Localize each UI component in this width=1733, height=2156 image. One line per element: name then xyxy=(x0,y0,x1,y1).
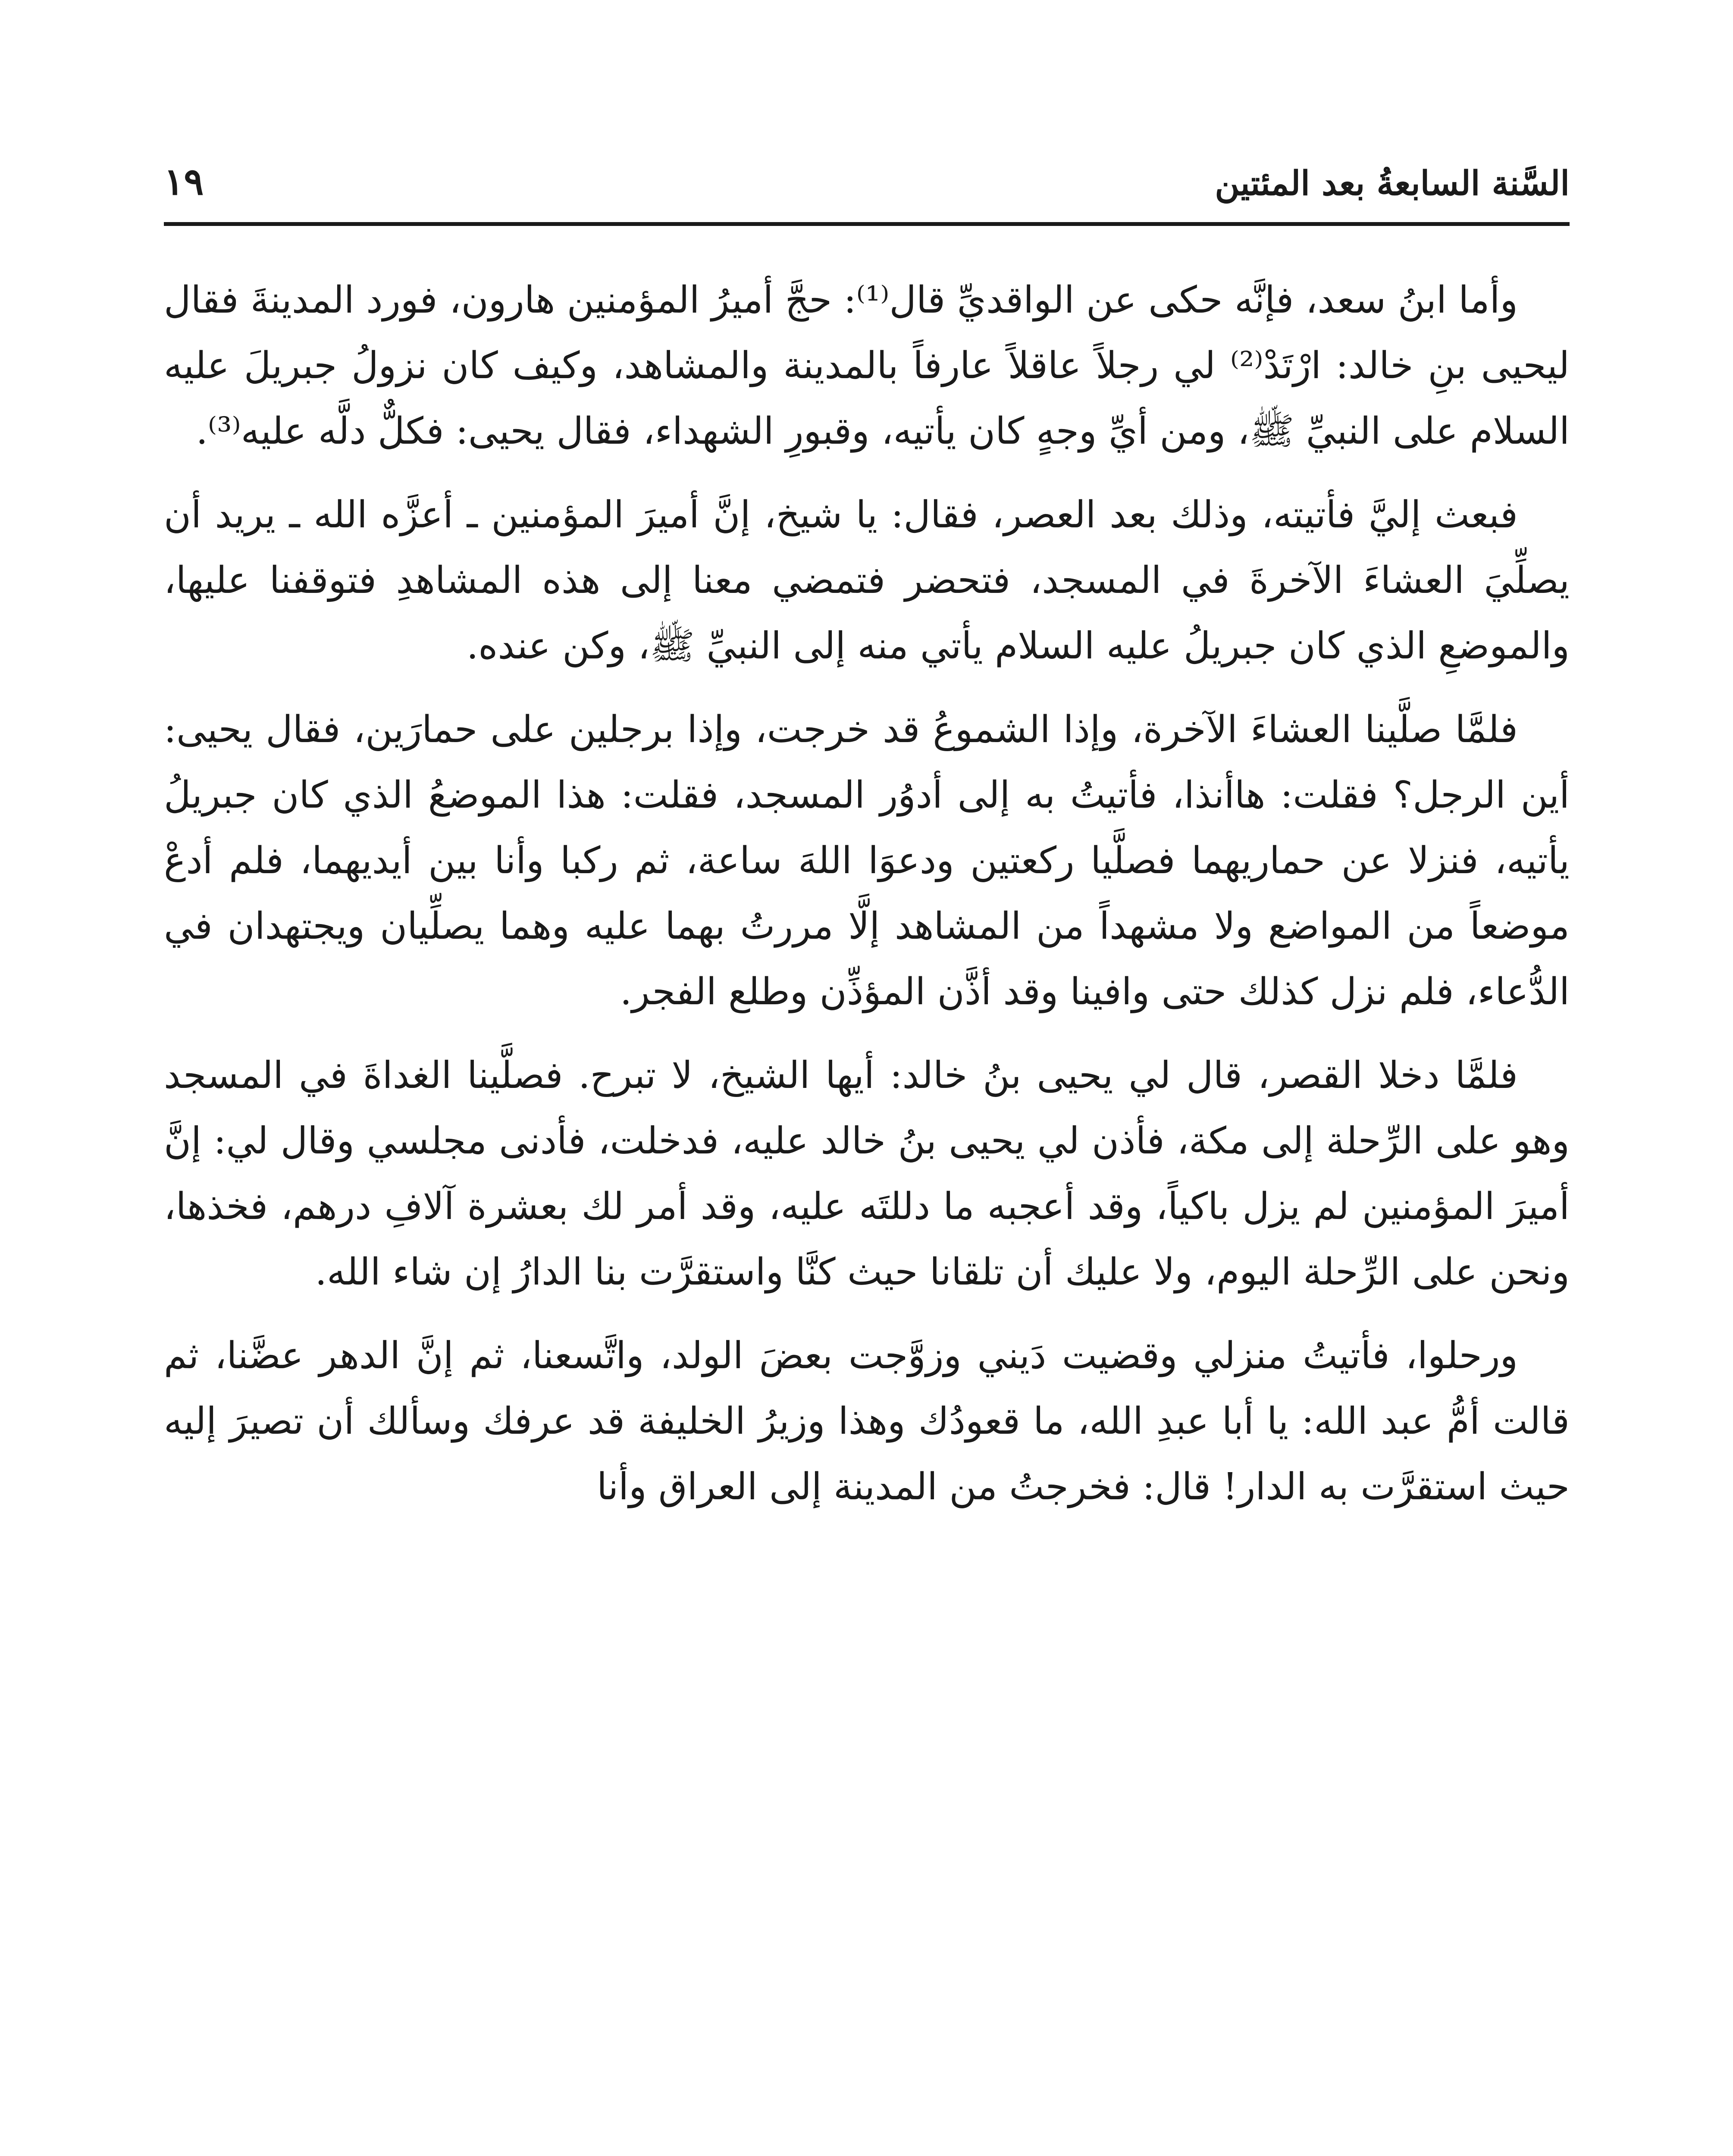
book-page xyxy=(164,138,1570,2156)
paragraph: ورحلوا، فأتيتُ منزلي وقضيت دَيني وزوَّجت بعضَ الولد، واتَّسعنا، ثم إنَّ الدهر عضَّنا، ثم قالت أمُّ عبد الله: يا أبا عبدِ الله، ما قعودُك وهذا وزيرُ الخليفة قد عرفك وسألك أن تصيرَ إليه حيث استقرَّت به الدار! قال: فخرجتُ من المدينة إلى العراق وأنا xyxy=(164,1334,1570,1508)
paragraph: فبعث إليَّ فأتيته، وذلك بعد العصر، فقال: يا شيخ، إنَّ أميرَ المؤمنين ـ أعزَّه الله ـ يريد أن يصلِّيَ العشاءَ الآخرةَ في المسجد، فتحضر فتمضي معنا إلى هذه المشاهدِ فتوقفنا عليها، والموضعِ الذي كان جبريلُ عليه السلام يأتي منه إلى النبيِّ ﷺ، وكن عنده. xyxy=(164,493,1570,667)
paragraph: وأما ابنُ سعد، فإنَّه حكى عن الواقديِّ قال⁽¹⁾: حجَّ أميرُ المؤمنين هارون، فورد المدينةَ فقال ليحيى بنِ خالد: ارْتَدْ⁽²⁾ لي رجلاً عاقلاً عارفاً بالمدينة والمشاهد، وكيف كان نزولُ جبريلَ عليه السلام على النبيِّ ﷺ، ومن أيِّ وجهٍ كان يأتيه، وقبورِ الشهداء، فقال يحيى: فكلٌّ دلَّه عليه⁽³⁾. xyxy=(164,279,1570,453)
page-number: ١٩ xyxy=(164,160,204,204)
running-title: السَّنة السابعةُ بعد المئتين xyxy=(1215,164,1570,203)
paragraph: فلمَّا دخلا القصر، قال لي يحيى بنُ خالد: أيها الشيخ، لا تبرح. فصلَّينا الغداةَ في المسجد وهو على الرِّحلة إلى مكة، فأذن لي يحيى بنُ خالد عليه، فدخلت، فأدنى مجلسي وقال لي: إنَّ أميرَ المؤمنين لم يزل باكياً، وقد أعجبه ما دللتَه عليه، وقد أمر لك بعشرة آلافِ درهم، فخذها، ونحن على الرِّحلة اليوم، ولا عليك أن تلقانا حيث كنَّا واستقرَّت بنا الدارُ إن شاء الله. xyxy=(164,1054,1570,1294)
body-text xyxy=(164,267,1570,1538)
paragraph: فلمَّا صلَّينا العشاءَ الآخرة، وإذا الشموعُ قد خرجت، وإذا برجلين على حمارَين، فقال يحيى: أين الرجل؟ فقلت: هاأنذا، فأتيتُ به إلى أدوُر المسجد، فقلت: هذا الموضعُ الذي كان جبريلُ يأتيه، فنزلا عن حماريهما فصلَّيا ركعتين ودعوَا اللهَ ساعة، ثم ركبا وأنا بين أيديهما، فلم أدعْ موضعاً من المواضع ولا مشهداً من المشاهد إلَّا مررتُ بهما عليه وهما يصلِّيان ويجتهدان في الدُّعاء، فلم نزل كذلك حتى وافينا وقد أذَّن المؤذِّن وطلع الفجر. xyxy=(164,708,1570,1013)
page-header xyxy=(164,138,1570,211)
header-rule xyxy=(164,222,1570,226)
